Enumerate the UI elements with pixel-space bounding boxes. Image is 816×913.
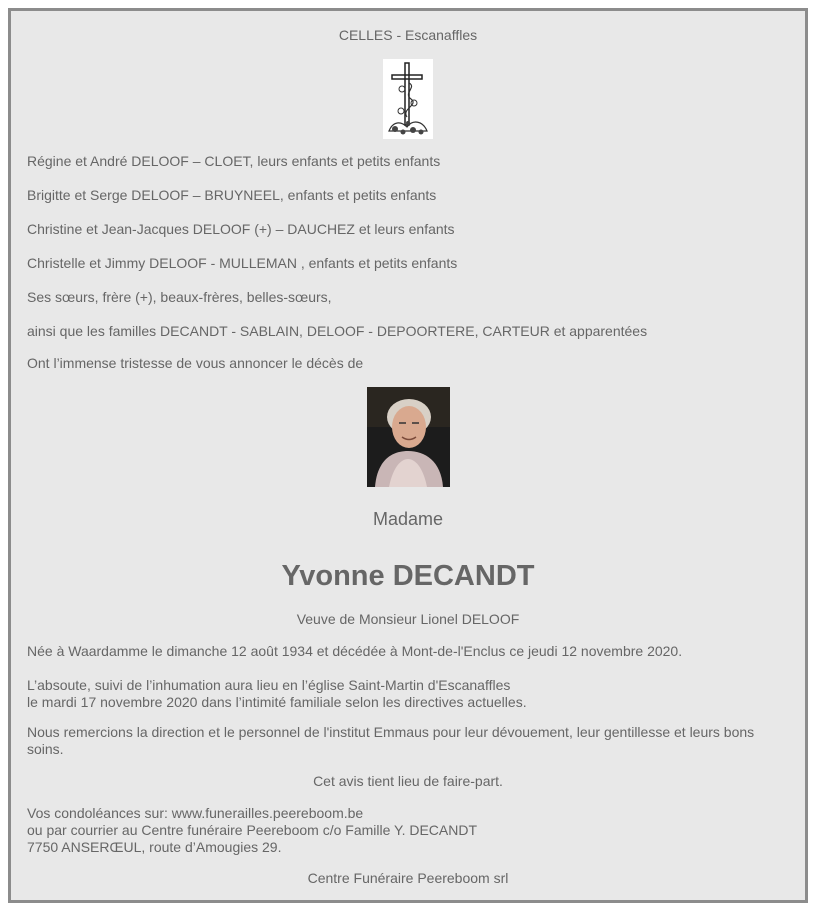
portrait-photo (367, 387, 450, 487)
family-line-5: Ses sœurs, frère (+), beaux-frères, belles-sœurs, (27, 289, 332, 305)
deceased-title: Madame (372, 509, 444, 529)
thanks-line-2: soins. (27, 741, 64, 757)
family-line-2: Brigitte et Serge DELOOF – BRUYNEEL, enfants et petits enfants (27, 187, 437, 203)
notice-text: Cet avis tient lieu de faire-part. (313, 773, 503, 789)
funeral-home-footer: Centre Funéraire Peereboom srl (307, 870, 509, 886)
ceremony-line-1: L’absoute, suivi de l’inhumation aura lieu en l’église Saint-Martin d'Escanaffles (27, 677, 511, 693)
ceremony-line-2: le mardi 17 novembre 2020 dans l’intimité familiale selon les directives actuelles. (27, 694, 527, 710)
family-line-6: ainsi que les familles DECANDT - SABLAIN, DELOOF - DEPOORTERE, CARTEUR et apparentées (27, 323, 648, 339)
cross-with-roses-icon (383, 59, 433, 139)
location-heading: CELLES - Escanaffles (338, 27, 478, 43)
widow-of-text: Veuve de Monsieur Lionel DELOOF (296, 611, 520, 627)
family-line-1: Régine et André DELOOF – CLOET, leurs enfants et petits enfants (27, 153, 441, 169)
condolences-line-1: Vos condoléances sur: www.funerailles.peereboom.be (27, 805, 364, 821)
deceased-name: Yvonne DECANDT (281, 560, 535, 592)
family-line-3: Christine et Jean-Jacques DELOOF (+) – DAUCHEZ et leurs enfants (27, 221, 455, 237)
condolences-line-3: 7750 ANSERŒUL, route d’Amougies 29. (27, 839, 282, 855)
birth-death-text: Née à Waardamme le dimanche 12 août 1934 et décédée à Mont-de-l'Enclus ce jeudi 12 novembre 2020. (27, 643, 683, 659)
family-line-4: Christelle et Jimmy DELOOF - MULLEMAN , enfants et petits enfants (27, 255, 458, 271)
condolences-line-2: ou par courrier au Centre funéraire Peereboom c/o Famille Y. DECANDT (27, 822, 478, 838)
obituary-card (8, 8, 808, 903)
thanks-line-1: Nous remercions la direction et le personnel de l'institut Emmaus pour leur dévouement, leur gentillesse et leurs bons (27, 724, 755, 740)
announcement-text: Ont l’immense tristesse de vous annoncer le décès de (27, 355, 364, 371)
